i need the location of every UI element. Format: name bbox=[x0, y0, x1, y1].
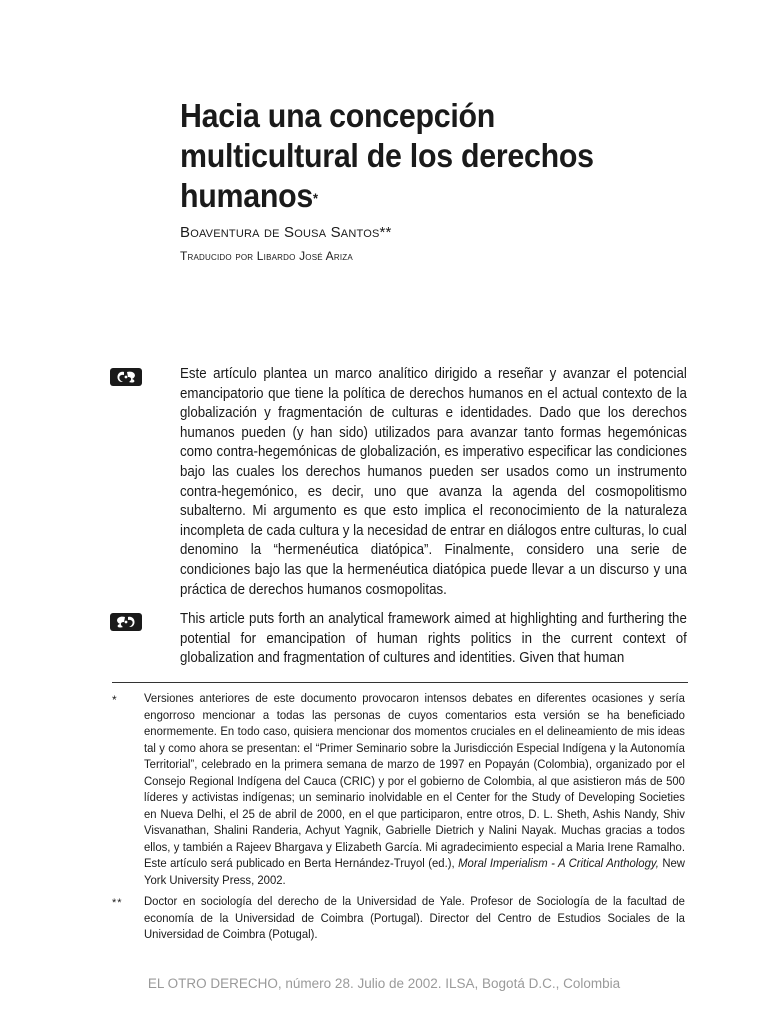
footnote-2-text: Doctor en sociología del derecho de la Universidad de Yale. Profesor de Sociología de la facultad de economía de la Universidad de Coimbra (Portugal). Director del Centro de Estudios Sociales de la Universidad de Coimbra (Potugal). bbox=[144, 894, 685, 941]
page-title bbox=[180, 96, 658, 216]
translator-credit: Traducido por Libardo José Ariza bbox=[180, 249, 353, 263]
ornament-left-icon bbox=[110, 368, 142, 386]
title-footnote-mark: * bbox=[313, 190, 318, 206]
footnote-1-book-title: Moral Imperialism - A Critical Anthology, bbox=[458, 856, 659, 870]
footnote-divider bbox=[112, 682, 688, 683]
footnote-1-body: Versiones anteriores de este documento provocaron intensos debates en diferentes ocasiones y sería engorroso mencionar a todas las personas de cuyos comentarios esta versión se ha beneficiado enormemente. En todo caso, quisiera mencionar dos momentos cruciales en el delineamiento de mis ideas tal y como ahora se presentan: el “Primer Seminario sobre la Jurisdicción Especial Indígena y la Autonomía Territorial”, celebrado en la primera semana de marzo de 1997 en Popayán (Colombia), organizado por el Consejo Regional Indígena del Cauca (CRIC) y por el gobierno de Colombia, al que asistieron más de 500 líderes y activistas indígenas; un seminario inolvidable en el Center for the Study of Developing Societies en Nueva Delhi, el 25 de abril de 2000, en el que participaron, entre otros, D. L. Sheth, Ashis Nandy, Shiv Visvanathan, Shalini Randeria, Achyut Yagnik, Gabrielle Dietrich y Nalini Nayak. Muchas gracias a todos ellos, y también a Rajeev Bhargava y Elizabeth García. Mi agradecimiento especial a Maria Irene Ramalho. Este artículo será publicado en Berta Hernández-Truyol (ed.), bbox=[144, 691, 685, 870]
footnote-2-mark: ** bbox=[112, 897, 123, 909]
author-name: Boaventura de Sousa Santos** bbox=[180, 224, 392, 241]
footnote-1-text bbox=[144, 690, 685, 888]
ornament-right-icon bbox=[110, 613, 142, 631]
page-footer: EL OTRO DERECHO, número 28. Julio de 2002. ILSA, Bogotá D.C., Colombia bbox=[147, 976, 621, 991]
abstract-spanish: Este artículo plantea un marco analítico dirigido a reseñar y avanzar el potencial emancipatorio que tiene la política de derechos humanos en el actual contexto de la globalización y fragmentación de culturas e identidades. Dado que los derechos humanos pueden (y han sido) utilizados para avanzar tanto formas hegemónicas como contra-hegemónicas de globalización, es imperativo especificar las condiciones bajo las cuales los derechos humanos pueden ser usados como un instrumento contra-hegemónico, es decir, uno que avanza la agenda del cosmopolitismo subalterno. Mi argumento es que esto implica el reconocimiento de la naturaleza incompleta de cada cultura y la necesidad de entrar en diálogos entre culturas, lo cual denomino la “hermenéutica diatópica”. Finalmente, considero una serie de condiciones bajo las que la hermenéutica diatópica puede llevar a un discurso y una práctica de derechos humanos cosmopolitas. bbox=[180, 366, 687, 598]
title-text: Hacia una concepción multicultural de los derechos humanos bbox=[180, 97, 594, 214]
footnote-1-publisher: New York University Press, 2002. bbox=[144, 856, 685, 887]
abstract-english: This article puts forth an analytical framework aimed at highlighting and furthering the potential for emancipation of human rights politics in the current context of globalization and fragmentation of cultures and identities. Given that human bbox=[180, 611, 687, 667]
footnote-1-mark: * bbox=[112, 693, 117, 707]
